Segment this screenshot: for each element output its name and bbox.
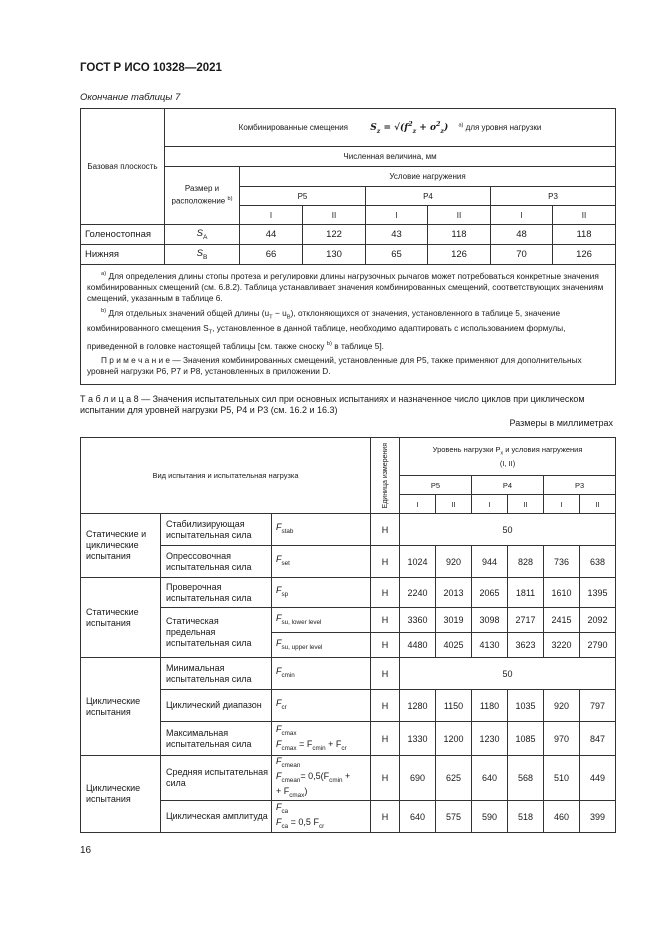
- table-cell: 1150: [436, 690, 472, 722]
- level-header: P4: [472, 476, 544, 495]
- force-symbol: $F_{cr}$: [272, 690, 371, 722]
- level-header: P3: [491, 187, 616, 206]
- table-cell: 460: [544, 801, 580, 833]
- table-row: [81, 546, 616, 578]
- unit-cell: Н: [371, 801, 400, 833]
- cond-header: II: [580, 495, 616, 514]
- table-cell: 126: [428, 245, 491, 265]
- table-row: [81, 690, 616, 722]
- table-cell: 568: [508, 756, 544, 801]
- unit-cell: Н: [371, 546, 400, 578]
- table-cell: 1230: [472, 722, 508, 756]
- table-cell: 640: [400, 801, 436, 833]
- table-cell: 797: [580, 690, 616, 722]
- table-cell: 736: [544, 546, 580, 578]
- table-cell: 48: [491, 225, 553, 245]
- force-symbol: $F_{set}$: [272, 546, 371, 578]
- group-label: Циклические испытания: [81, 756, 161, 833]
- table-cell: 130: [303, 245, 366, 265]
- note: П р и м е ч а н и е — Значения комбинированных смещений, установленные для P5, также применяют для дополнительных уровней нагрузки P6, P7 и P8, установленных в приложении D.: [87, 354, 582, 376]
- table-cell: 1811: [508, 578, 544, 608]
- force-symbol: $F_{cmin}$: [272, 658, 371, 690]
- table-cell: 944: [472, 546, 508, 578]
- unit-cell: Н: [371, 633, 400, 658]
- table-row: [81, 245, 616, 265]
- table-row: [81, 722, 616, 756]
- table-cell: 2240: [400, 578, 436, 608]
- force-symbol: $F_{stab}$: [272, 514, 371, 546]
- table-cell: 1200: [436, 722, 472, 756]
- table-cell: 3019: [436, 608, 472, 633]
- document-header: ГОСТ Р ИСО 10328—2021: [80, 62, 222, 74]
- force-name: Минимальная испытательная сила: [161, 658, 272, 690]
- kind-header: Вид испытания и испытательная нагрузка: [81, 438, 371, 514]
- force-name: Опрессовочная испытательная сила: [161, 546, 272, 578]
- unit-cell: Н: [371, 578, 400, 608]
- unit-cell: Н: [371, 722, 400, 756]
- table-8: [80, 437, 616, 833]
- force-symbol: $F_{sp}$: [272, 578, 371, 608]
- table-cell: 399: [580, 801, 616, 833]
- table-cell: 50: [400, 514, 616, 546]
- row-symbol: $S_A$: [165, 225, 240, 245]
- table-cell: 1035: [508, 690, 544, 722]
- group-label: Статические и циклические испытания: [81, 514, 161, 578]
- table-cell: 4025: [436, 633, 472, 658]
- table7-footnotes: [81, 265, 616, 385]
- table-cell: 690: [400, 756, 436, 801]
- table-cell: 1024: [400, 546, 436, 578]
- cond-header: I: [544, 495, 580, 514]
- table-cell: 44: [240, 225, 303, 245]
- group-label: Статические испытания: [81, 578, 161, 658]
- table-cell: 590: [472, 801, 508, 833]
- level-header: P5: [240, 187, 366, 206]
- table-cell: 43: [366, 225, 428, 245]
- force-symbol: $F_{su, lower level}$: [272, 608, 371, 633]
- footnote-b: $^{b)}$ Для отдельных значений общей длины $(u_T - u_B)$, отклоняющихся от значения, установленного в таблице 5, значение комбинированного смещения $S_T$, установленное в данной таблице, необходимо адаптировать с использованием формулы, приведенной в головке настоящей таблицы [см. также сноску $^{b)}$ в таблице 5].: [87, 307, 566, 351]
- table-cell: 449: [580, 756, 616, 801]
- table-row: [81, 658, 616, 690]
- table-cell: 122: [303, 225, 366, 245]
- table-cell: 3220: [544, 633, 580, 658]
- cond-header: II: [436, 495, 472, 514]
- table7-caption: Окончание таблицы 7: [80, 92, 181, 103]
- unit-cell: Н: [371, 608, 400, 633]
- table-row: [81, 801, 616, 833]
- table-cell: 1330: [400, 722, 436, 756]
- page-number: 16: [80, 845, 92, 856]
- force-name: Проверочная испытательная сила: [161, 578, 272, 608]
- force-name: Статическая предельная испытательная сила: [161, 608, 272, 658]
- force-symbol: $F_{ca}$ $F_{ca} = 0,5$ $F_{cr}$: [272, 801, 371, 833]
- base-plane-header: Базовая плоскость: [81, 109, 165, 225]
- offset-formula: $S_z = √(f^2_z + o^2_z)$: [370, 120, 449, 135]
- table-cell: 518: [508, 801, 544, 833]
- table-cell: 510: [544, 756, 580, 801]
- force-symbol: $F_{cmax}$ $F_{cmax} = F_{cmin} + F_{cr}$: [272, 722, 371, 756]
- load-condition-header: Условие нагружения: [240, 167, 616, 187]
- table-cell: 2717: [508, 608, 544, 633]
- level-header: P4: [366, 187, 491, 206]
- group-label: Циклические испытания: [81, 658, 161, 756]
- table-cell: 1395: [580, 578, 616, 608]
- table-cell: 638: [580, 546, 616, 578]
- table-7: [80, 108, 616, 385]
- table-cell: 920: [544, 690, 580, 722]
- table-row: [81, 514, 616, 546]
- cond-header: I: [472, 495, 508, 514]
- table-cell: 847: [580, 722, 616, 756]
- footnote-a: $^{a)}$ Для определения длины стопы протеза и регулировки длины нагрузочных рычагов может потребоваться конкретные значения комбинированных смещений (см. 6.8.2). Таблица устанавливает значения комбинированных смещений, соответствующих значениям смещений, указанным в таблице 6.: [87, 270, 604, 303]
- table-cell: 2065: [472, 578, 508, 608]
- force-name: Средняя испытательная сила: [161, 756, 272, 801]
- cond-header: II: [553, 206, 616, 225]
- level-group-header: Уровень нагрузки $P_x$ и условия нагружения (I, II): [400, 438, 616, 476]
- table-cell: 4130: [472, 633, 508, 658]
- table-cell: 970: [544, 722, 580, 756]
- table-cell: 2013: [436, 578, 472, 608]
- unit-cell: Н: [371, 658, 400, 690]
- table-cell: 118: [428, 225, 491, 245]
- table-cell: 920: [436, 546, 472, 578]
- table-cell: 126: [553, 245, 616, 265]
- cond-header: I: [366, 206, 428, 225]
- force-name: Циклический диапазон: [161, 690, 272, 722]
- table-cell: 3360: [400, 608, 436, 633]
- table-cell: 625: [436, 756, 472, 801]
- table-cell: 1085: [508, 722, 544, 756]
- force-name: Максимальная испытательная сила: [161, 722, 272, 756]
- row-label: Голеностопная: [81, 225, 165, 245]
- table-cell: 70: [491, 245, 553, 265]
- level-header: P5: [400, 476, 472, 495]
- cond-header: II: [303, 206, 366, 225]
- cond-header: I: [491, 206, 553, 225]
- table-cell: 50: [400, 658, 616, 690]
- force-symbol: $F_{su, upper level}$: [272, 633, 371, 658]
- table-cell: 66: [240, 245, 303, 265]
- unit-header: Единица измерения: [371, 438, 400, 514]
- units-note: Размеры в миллиметрах: [509, 418, 613, 428]
- unit-cell: Н: [371, 690, 400, 722]
- unit-cell: Н: [371, 756, 400, 801]
- table-cell: 1610: [544, 578, 580, 608]
- table-cell: 65: [366, 245, 428, 265]
- table-cell: 2415: [544, 608, 580, 633]
- table-cell: 1280: [400, 690, 436, 722]
- size-header: Размер и расположение $^{b)}$: [165, 167, 240, 225]
- cond-header: II: [428, 206, 491, 225]
- cond-header: I: [240, 206, 303, 225]
- level-header: P3: [544, 476, 616, 495]
- table-cell: 2790: [580, 633, 616, 658]
- unit-cell: Н: [371, 514, 400, 546]
- row-label: Нижняя: [81, 245, 165, 265]
- table-cell: 2092: [580, 608, 616, 633]
- numeric-value-header: Численная величина, мм: [165, 147, 616, 167]
- force-symbol: $F_{cmean}$ $F_{cmean}= 0,5(F_{cmin}$ + + $F_{cmax}$): [272, 756, 371, 801]
- table-cell: 4480: [400, 633, 436, 658]
- table-cell: 118: [553, 225, 616, 245]
- row-symbol: $S_B$: [165, 245, 240, 265]
- table-cell: 3623: [508, 633, 544, 658]
- force-name: Стабилизирующая испытательная сила: [161, 514, 272, 546]
- table-row: [81, 756, 616, 801]
- table-row: [81, 608, 616, 633]
- table8-title: Т а б л и ц а 8 — Значения испытательных сил при основных испытаниях и назначенное число циклов при циклическом испытании для уровней нагрузки P5, P4 и P3 (см. 16.2 и 16.3): [80, 394, 585, 415]
- table-cell: 575: [436, 801, 472, 833]
- table-cell: 640: [472, 756, 508, 801]
- table-cell: 1180: [472, 690, 508, 722]
- table-row: [81, 225, 616, 245]
- cond-header: II: [508, 495, 544, 514]
- combined-offset-header: Комбинированные смещения $S_z = √(f^2_z + o^2_z)$ $^{a)}$ для уровня нагрузки: [165, 109, 616, 147]
- force-name: Циклическая амплитуда: [161, 801, 272, 833]
- table-row: [81, 578, 616, 608]
- table-cell: 3098: [472, 608, 508, 633]
- cond-header: I: [400, 495, 436, 514]
- table-cell: 828: [508, 546, 544, 578]
